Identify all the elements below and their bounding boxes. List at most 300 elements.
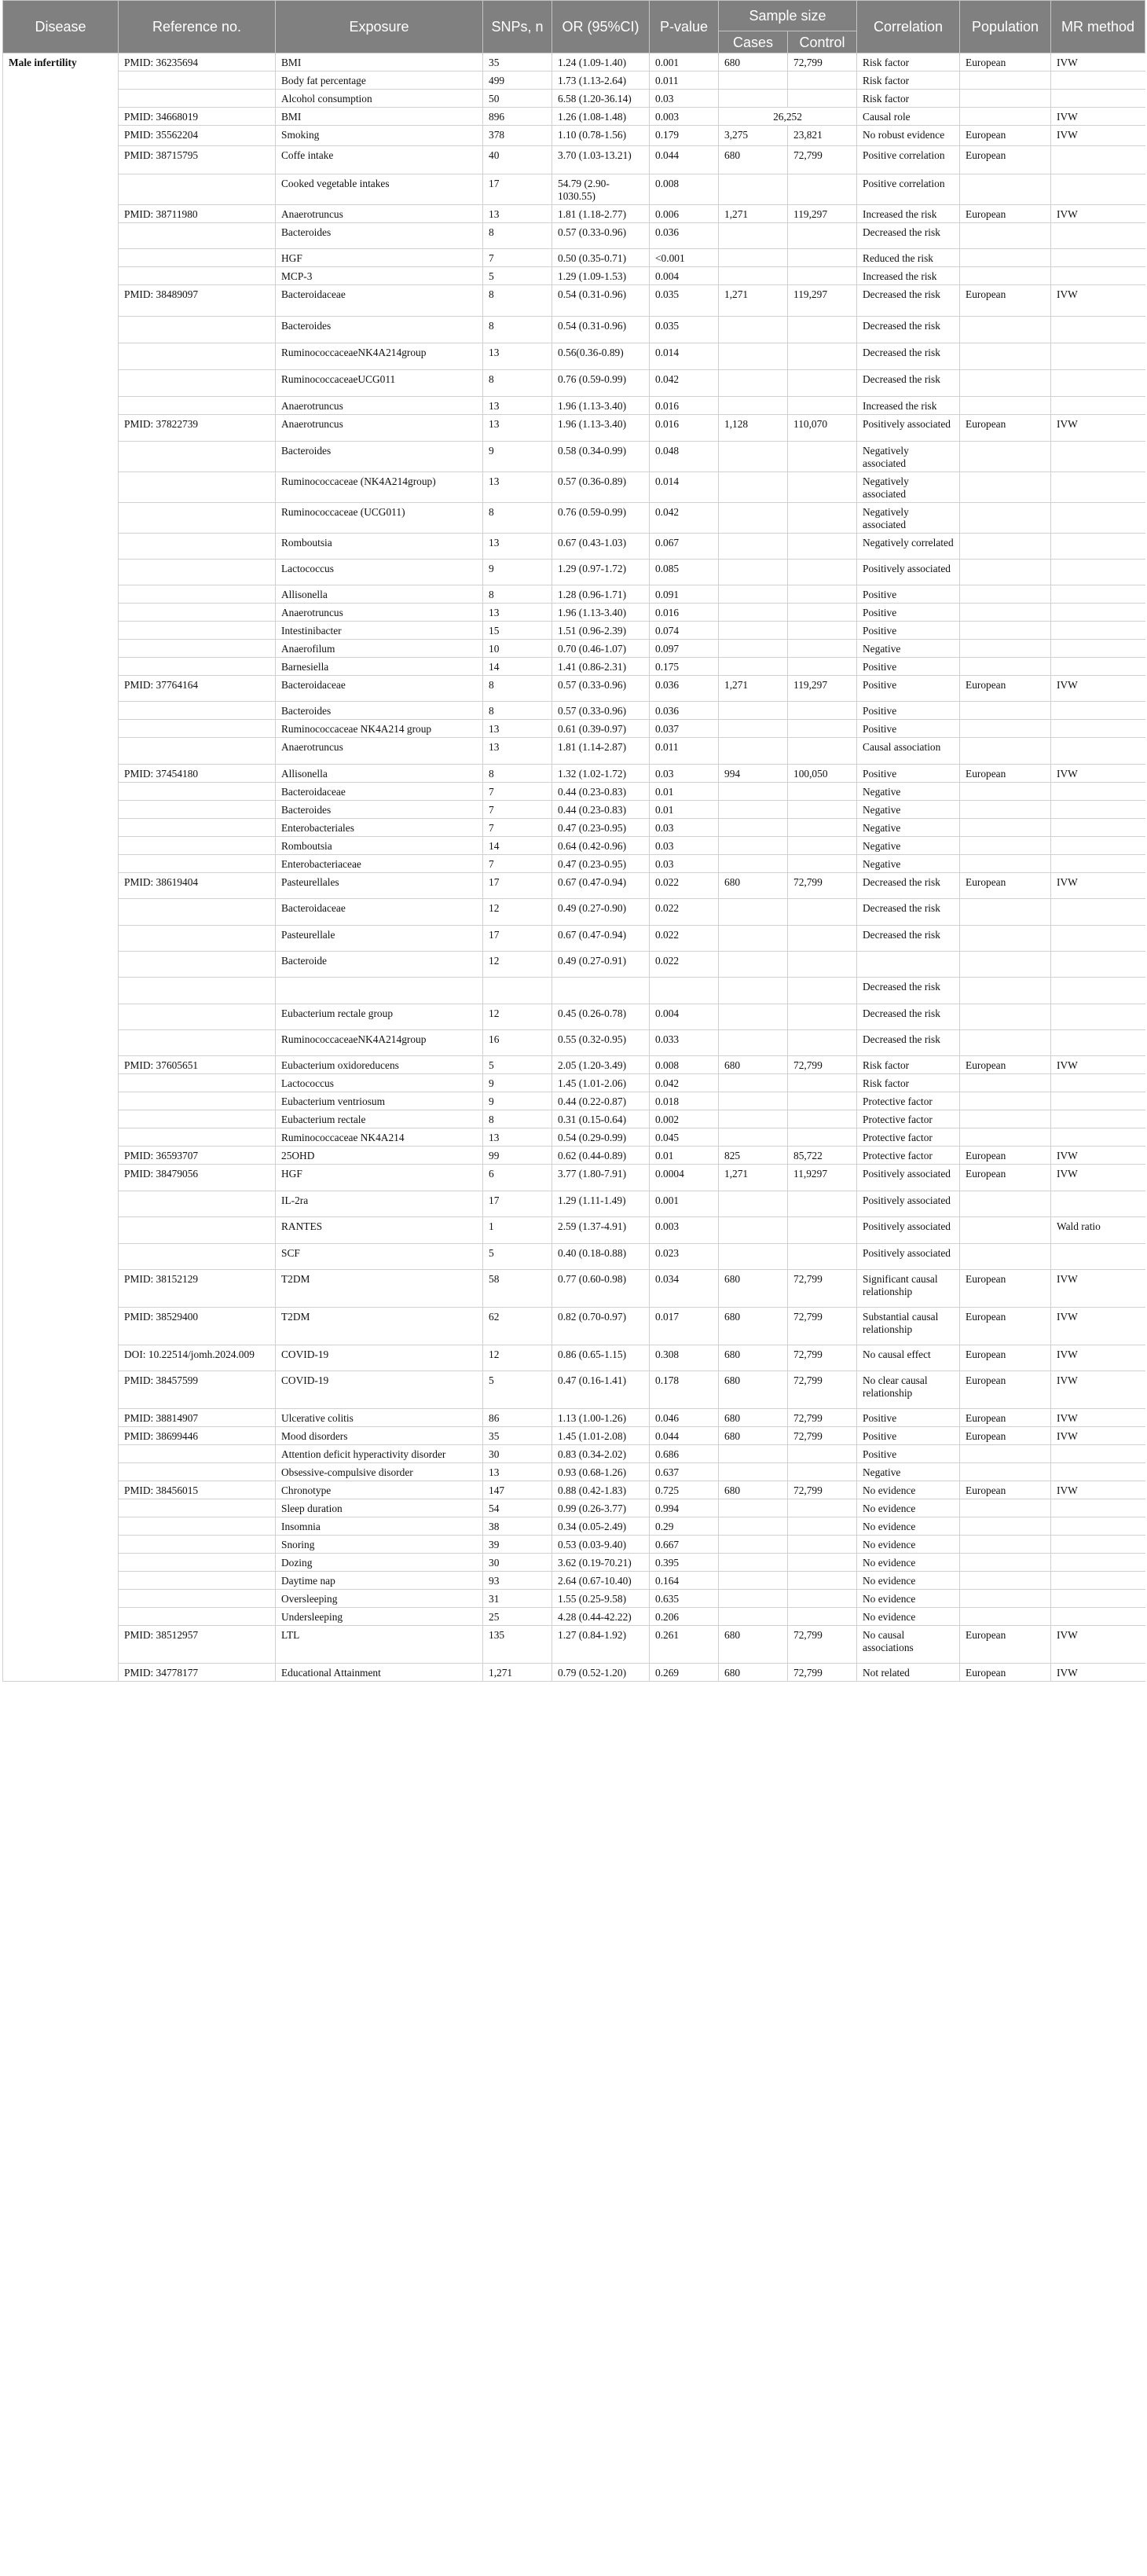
population-cell: European (960, 205, 1051, 223)
cases-cell (719, 720, 788, 738)
or-cell: 0.67 (0.43-1.03) (552, 534, 650, 560)
exposure-cell: Anaerotruncus (276, 604, 483, 622)
table-row (3, 873, 1145, 899)
table-row (3, 1244, 1145, 1270)
reference-cell (119, 223, 276, 249)
or-cell: 54.79 (2.90-1030.55) (552, 174, 650, 205)
correlation-cell: Decreased the risk (857, 317, 960, 343)
cases-cell (719, 1463, 788, 1481)
cases-cell (719, 223, 788, 249)
reference-cell (119, 1554, 276, 1572)
exposure-cell: Pasteurellales (276, 873, 483, 899)
pvalue-cell: 0.008 (650, 174, 719, 205)
cases-cell (719, 702, 788, 720)
exposure-cell: Bacteroide (276, 952, 483, 978)
pvalue-cell: 0.042 (650, 1074, 719, 1092)
table-row (3, 1572, 1145, 1590)
or-cell: 0.58 (0.34-0.99) (552, 442, 650, 472)
correlation-cell: Positively associated (857, 415, 960, 442)
population-cell (960, 1572, 1051, 1590)
exposure-cell: Bacteroides (276, 801, 483, 819)
population-cell (960, 370, 1051, 397)
cases-cell (719, 174, 788, 205)
pvalue-cell: 0.164 (650, 1572, 719, 1590)
population-cell (960, 1445, 1051, 1463)
table-row (3, 267, 1145, 285)
cases-cell (719, 72, 788, 90)
cases-cell (719, 1244, 788, 1270)
snps-cell (483, 978, 552, 1004)
population-cell: European (960, 285, 1051, 317)
reference-cell (119, 1590, 276, 1608)
mr-method-cell (1051, 819, 1145, 837)
or-cell: 0.45 (0.26-0.78) (552, 1004, 650, 1030)
population-cell: European (960, 126, 1051, 146)
correlation-cell: Decreased the risk (857, 926, 960, 952)
exposure-cell: Oversleeping (276, 1590, 483, 1608)
snps-cell: 12 (483, 1345, 552, 1371)
sample-size-cell: 26,252 (719, 108, 857, 126)
mr-method-cell (1051, 855, 1145, 873)
mr-method-cell: IVW (1051, 1664, 1145, 1682)
table-row (3, 1499, 1145, 1517)
snps-cell: 13 (483, 1128, 552, 1147)
mr-method-cell: IVW (1051, 1626, 1145, 1664)
or-cell: 0.83 (0.34-2.02) (552, 1445, 650, 1463)
snps-cell: 12 (483, 1004, 552, 1030)
snps-cell: 14 (483, 658, 552, 676)
table-row (3, 442, 1145, 472)
snps-cell: 12 (483, 952, 552, 978)
control-cell (788, 1517, 857, 1536)
population-cell (960, 442, 1051, 472)
or-cell: 0.82 (0.70-0.97) (552, 1308, 650, 1345)
mr-method-cell (1051, 837, 1145, 855)
exposure-cell: Bacteroidaceae (276, 285, 483, 317)
table-row (3, 370, 1145, 397)
pvalue-cell: 0.01 (650, 783, 719, 801)
reference-cell (119, 174, 276, 205)
population-cell (960, 1074, 1051, 1092)
or-cell: 2.05 (1.20-3.49) (552, 1056, 650, 1074)
pvalue-cell: 0.29 (650, 1517, 719, 1536)
pvalue-cell: 0.003 (650, 108, 719, 126)
pvalue-cell: 0.085 (650, 560, 719, 585)
snps-cell: 5 (483, 267, 552, 285)
reference-cell (119, 267, 276, 285)
control-cell (788, 1128, 857, 1147)
pvalue-cell: 0.008 (650, 1056, 719, 1074)
control-cell: 119,297 (788, 676, 857, 702)
or-cell: 1.10 (0.78-1.56) (552, 126, 650, 146)
reference-cell (119, 720, 276, 738)
cases-cell (719, 1004, 788, 1030)
mr-method-cell: IVW (1051, 1371, 1145, 1409)
table-row (3, 837, 1145, 855)
population-cell: European (960, 1147, 1051, 1165)
or-cell: 0.76 (0.59-0.99) (552, 370, 650, 397)
reference-cell (119, 1191, 276, 1217)
population-cell: European (960, 1270, 1051, 1308)
control-cell: 72,799 (788, 1371, 857, 1409)
pvalue-cell: 0.022 (650, 899, 719, 926)
mr-method-cell: IVW (1051, 1147, 1145, 1165)
snps-cell: 135 (483, 1626, 552, 1664)
population-cell (960, 702, 1051, 720)
snps-cell: 35 (483, 1427, 552, 1445)
exposure-cell: Dozing (276, 1554, 483, 1572)
snps-cell: 93 (483, 1572, 552, 1590)
or-cell: 6.58 (1.20-36.14) (552, 90, 650, 108)
correlation-cell: No evidence (857, 1536, 960, 1554)
cases-cell: 825 (719, 1147, 788, 1165)
pvalue-cell: 0.044 (650, 1427, 719, 1445)
or-cell: 0.55 (0.32-0.95) (552, 1030, 650, 1056)
pvalue-cell: 0.667 (650, 1536, 719, 1554)
exposure-cell: Eubacterium ventriosum (276, 1092, 483, 1110)
or-cell: 1.41 (0.86-2.31) (552, 658, 650, 676)
cases-cell: 680 (719, 1056, 788, 1074)
control-cell (788, 585, 857, 604)
snps-cell: 50 (483, 90, 552, 108)
cases-cell (719, 1499, 788, 1517)
or-cell: 3.70 (1.03-13.21) (552, 146, 650, 174)
table-row (3, 1092, 1145, 1110)
exposure-cell: T2DM (276, 1270, 483, 1308)
reference-cell (119, 1445, 276, 1463)
mr-method-cell (1051, 978, 1145, 1004)
or-cell: 0.49 (0.27-0.91) (552, 952, 650, 978)
mr-method-cell (1051, 503, 1145, 534)
mr-method-cell: IVW (1051, 1165, 1145, 1191)
table-row (3, 415, 1145, 442)
mr-method-cell: IVW (1051, 1427, 1145, 1445)
table-row (3, 53, 1145, 72)
exposure-cell: Coffe intake (276, 146, 483, 174)
reference-cell (119, 249, 276, 267)
control-cell (788, 855, 857, 873)
correlation-cell: Decreased the risk (857, 873, 960, 899)
mr-method-cell (1051, 1536, 1145, 1554)
cases-cell (719, 249, 788, 267)
snps-cell: 7 (483, 801, 552, 819)
snps-cell: 7 (483, 249, 552, 267)
table-row (3, 285, 1145, 317)
cases-cell (719, 397, 788, 415)
population-cell: European (960, 1056, 1051, 1074)
pvalue-cell: 0.091 (650, 585, 719, 604)
reference-cell: PMID: 34668019 (119, 108, 276, 126)
mr-method-cell: IVW (1051, 53, 1145, 72)
or-cell: 0.50 (0.35-0.71) (552, 249, 650, 267)
or-cell: 0.57 (0.33-0.96) (552, 702, 650, 720)
correlation-cell: Positive correlation (857, 174, 960, 205)
cases-cell (719, 819, 788, 837)
snps-cell: 8 (483, 503, 552, 534)
exposure-cell: Bacteroides (276, 442, 483, 472)
reference-cell: PMID: 38711980 (119, 205, 276, 223)
snps-cell: 13 (483, 720, 552, 738)
population-cell: European (960, 1409, 1051, 1427)
population-cell (960, 397, 1051, 415)
exposure-cell: BMI (276, 108, 483, 126)
correlation-cell: Positively associated (857, 1217, 960, 1244)
mr-method-cell (1051, 343, 1145, 370)
correlation-cell: Decreased the risk (857, 899, 960, 926)
population-cell (960, 472, 1051, 503)
control-cell (788, 640, 857, 658)
or-cell: 0.34 (0.05-2.49) (552, 1517, 650, 1536)
correlation-cell: Positive (857, 720, 960, 738)
snps-cell: 17 (483, 1191, 552, 1217)
reference-cell (119, 370, 276, 397)
table-row (3, 1147, 1145, 1165)
or-cell: 1.96 (1.13-3.40) (552, 604, 650, 622)
table-row (3, 1608, 1145, 1626)
cases-cell (719, 1536, 788, 1554)
control-cell (788, 442, 857, 472)
pvalue-cell: 0.004 (650, 267, 719, 285)
snps-cell: 8 (483, 285, 552, 317)
pvalue-cell: 0.036 (650, 676, 719, 702)
population-cell: European (960, 1427, 1051, 1445)
or-cell: 0.57 (0.33-0.96) (552, 676, 650, 702)
population-cell (960, 783, 1051, 801)
pvalue-cell (650, 978, 719, 1004)
mr-method-cell: IVW (1051, 126, 1145, 146)
table-row (3, 1345, 1145, 1371)
table-row (3, 560, 1145, 585)
mr-method-cell: IVW (1051, 765, 1145, 783)
control-cell (788, 899, 857, 926)
population-cell: European (960, 1345, 1051, 1371)
mr-method-cell (1051, 146, 1145, 174)
control-cell (788, 926, 857, 952)
exposure-cell: Bacteroidaceae (276, 676, 483, 702)
pvalue-cell: 0.023 (650, 1244, 719, 1270)
exposure-cell: LTL (276, 1626, 483, 1664)
table-row (3, 223, 1145, 249)
control-cell (788, 720, 857, 738)
correlation-cell: Positive (857, 658, 960, 676)
correlation-cell: Negative (857, 1463, 960, 1481)
correlation-cell: Negative (857, 819, 960, 837)
reference-cell (119, 801, 276, 819)
control-cell: 100,050 (788, 765, 857, 783)
cases-cell (719, 978, 788, 1004)
or-cell: 0.44 (0.23-0.83) (552, 783, 650, 801)
or-cell: 0.54 (0.31-0.96) (552, 317, 650, 343)
snps-cell: 5 (483, 1371, 552, 1409)
cases-cell: 680 (719, 1626, 788, 1664)
cases-cell (719, 534, 788, 560)
pvalue-cell: 0.033 (650, 1030, 719, 1056)
control-cell (788, 1074, 857, 1092)
snps-cell: 1 (483, 1217, 552, 1244)
or-cell: 2.59 (1.37-4.91) (552, 1217, 650, 1244)
reference-cell (119, 1217, 276, 1244)
correlation-cell: Risk factor (857, 53, 960, 72)
pvalue-cell: 0.042 (650, 370, 719, 397)
pvalue-cell: 0.206 (650, 1608, 719, 1626)
snps-cell: 13 (483, 205, 552, 223)
table-row (3, 1217, 1145, 1244)
reference-cell: PMID: 38489097 (119, 285, 276, 317)
reference-cell (119, 738, 276, 765)
control-cell (788, 534, 857, 560)
table-row (3, 1445, 1145, 1463)
population-cell: European (960, 765, 1051, 783)
reference-cell (119, 1074, 276, 1092)
reference-cell (119, 585, 276, 604)
mr-method-cell (1051, 585, 1145, 604)
mr-method-cell (1051, 267, 1145, 285)
table-row (3, 622, 1145, 640)
snps-cell: 378 (483, 126, 552, 146)
control-cell (788, 658, 857, 676)
cases-cell (719, 472, 788, 503)
population-cell (960, 1590, 1051, 1608)
pvalue-cell: 0.016 (650, 397, 719, 415)
exposure-cell: RuminococcaceaeNK4A214group (276, 343, 483, 370)
table-row (3, 640, 1145, 658)
header-pvalue: P-value (650, 1, 719, 53)
mr-method-cell: IVW (1051, 1308, 1145, 1345)
or-cell: 0.86 (0.65-1.15) (552, 1345, 650, 1371)
population-cell (960, 819, 1051, 837)
or-cell: 0.49 (0.27-0.90) (552, 899, 650, 926)
population-cell (960, 1030, 1051, 1056)
snps-cell: 6 (483, 1165, 552, 1191)
snps-cell: 15 (483, 622, 552, 640)
header-or: OR (95%CI) (552, 1, 650, 53)
correlation-cell: Increased the risk (857, 397, 960, 415)
population-cell: European (960, 415, 1051, 442)
reference-cell: PMID: 38619404 (119, 873, 276, 899)
snps-cell: 54 (483, 1499, 552, 1517)
correlation-cell: No evidence (857, 1554, 960, 1572)
or-cell: 3.77 (1.80-7.91) (552, 1165, 650, 1191)
reference-cell: DOI: 10.22514/jomh.2024.009 (119, 1345, 276, 1371)
cases-cell (719, 738, 788, 765)
control-cell (788, 1004, 857, 1030)
reference-cell: PMID: 38457599 (119, 1371, 276, 1409)
reference-cell (119, 1128, 276, 1147)
population-cell (960, 1499, 1051, 1517)
exposure-cell: SCF (276, 1244, 483, 1270)
mr-method-cell (1051, 702, 1145, 720)
exposure-cell: RuminococcaceaeUCG011 (276, 370, 483, 397)
reference-cell: PMID: 37454180 (119, 765, 276, 783)
reference-cell (119, 819, 276, 837)
correlation-cell: Negatively associated (857, 472, 960, 503)
table-row (3, 1664, 1145, 1682)
population-cell (960, 343, 1051, 370)
snps-cell: 13 (483, 604, 552, 622)
table-body (3, 53, 1145, 1682)
or-cell: 0.99 (0.26-3.77) (552, 1499, 650, 1517)
control-cell (788, 472, 857, 503)
reference-cell (119, 978, 276, 1004)
population-cell (960, 1004, 1051, 1030)
reference-cell: PMID: 38814907 (119, 1409, 276, 1427)
cases-cell (719, 1092, 788, 1110)
mr-method-cell (1051, 801, 1145, 819)
mr-method-cell (1051, 1572, 1145, 1590)
population-cell (960, 1110, 1051, 1128)
control-cell (788, 267, 857, 285)
population-cell: European (960, 1371, 1051, 1409)
correlation-cell: No causal effect (857, 1345, 960, 1371)
header-population: Population (960, 1, 1051, 53)
mr-method-cell (1051, 640, 1145, 658)
pvalue-cell: <0.001 (650, 249, 719, 267)
exposure-cell: Smoking (276, 126, 483, 146)
exposure-cell: Bacteroides (276, 317, 483, 343)
table-row (3, 1409, 1145, 1427)
cases-cell (719, 1030, 788, 1056)
population-cell: European (960, 1626, 1051, 1664)
snps-cell: 14 (483, 837, 552, 855)
reference-cell (119, 534, 276, 560)
pvalue-cell: 0.994 (650, 1499, 719, 1517)
table-row (3, 1004, 1145, 1030)
or-cell: 1.81 (1.18-2.77) (552, 205, 650, 223)
reference-cell (119, 472, 276, 503)
control-cell (788, 72, 857, 90)
control-cell (788, 801, 857, 819)
cases-cell (719, 585, 788, 604)
pvalue-cell: 0.179 (650, 126, 719, 146)
population-cell: European (960, 53, 1051, 72)
correlation-cell: Positively associated (857, 1244, 960, 1270)
population-cell (960, 855, 1051, 873)
population-cell: European (960, 1481, 1051, 1499)
reference-cell (119, 1244, 276, 1270)
snps-cell: 99 (483, 1147, 552, 1165)
table-row (3, 702, 1145, 720)
control-cell: 72,799 (788, 873, 857, 899)
reference-cell (119, 952, 276, 978)
mr-method-cell (1051, 72, 1145, 90)
control-cell (788, 1191, 857, 1217)
mr-method-cell: IVW (1051, 1270, 1145, 1308)
cases-cell (719, 1554, 788, 1572)
exposure-cell: Romboutsia (276, 534, 483, 560)
exposure-cell: Pasteurellale (276, 926, 483, 952)
correlation-cell: Negative (857, 855, 960, 873)
population-cell (960, 1217, 1051, 1244)
mr-method-cell: IVW (1051, 873, 1145, 899)
control-cell (788, 1536, 857, 1554)
reference-cell: PMID: 37605651 (119, 1056, 276, 1074)
table-row (3, 1056, 1145, 1074)
cases-cell: 680 (719, 1664, 788, 1682)
exposure-cell: Eubacterium rectale (276, 1110, 483, 1128)
control-cell (788, 397, 857, 415)
cases-cell: 1,271 (719, 1165, 788, 1191)
snps-cell: 8 (483, 370, 552, 397)
pvalue-cell: 0.035 (650, 285, 719, 317)
exposure-cell: HGF (276, 1165, 483, 1191)
mr-method-cell (1051, 899, 1145, 926)
control-cell: 72,799 (788, 1345, 857, 1371)
reference-cell: PMID: 37764164 (119, 676, 276, 702)
reference-cell (119, 622, 276, 640)
cases-cell (719, 837, 788, 855)
population-cell: European (960, 1664, 1051, 1682)
correlation-cell: Protective factor (857, 1128, 960, 1147)
